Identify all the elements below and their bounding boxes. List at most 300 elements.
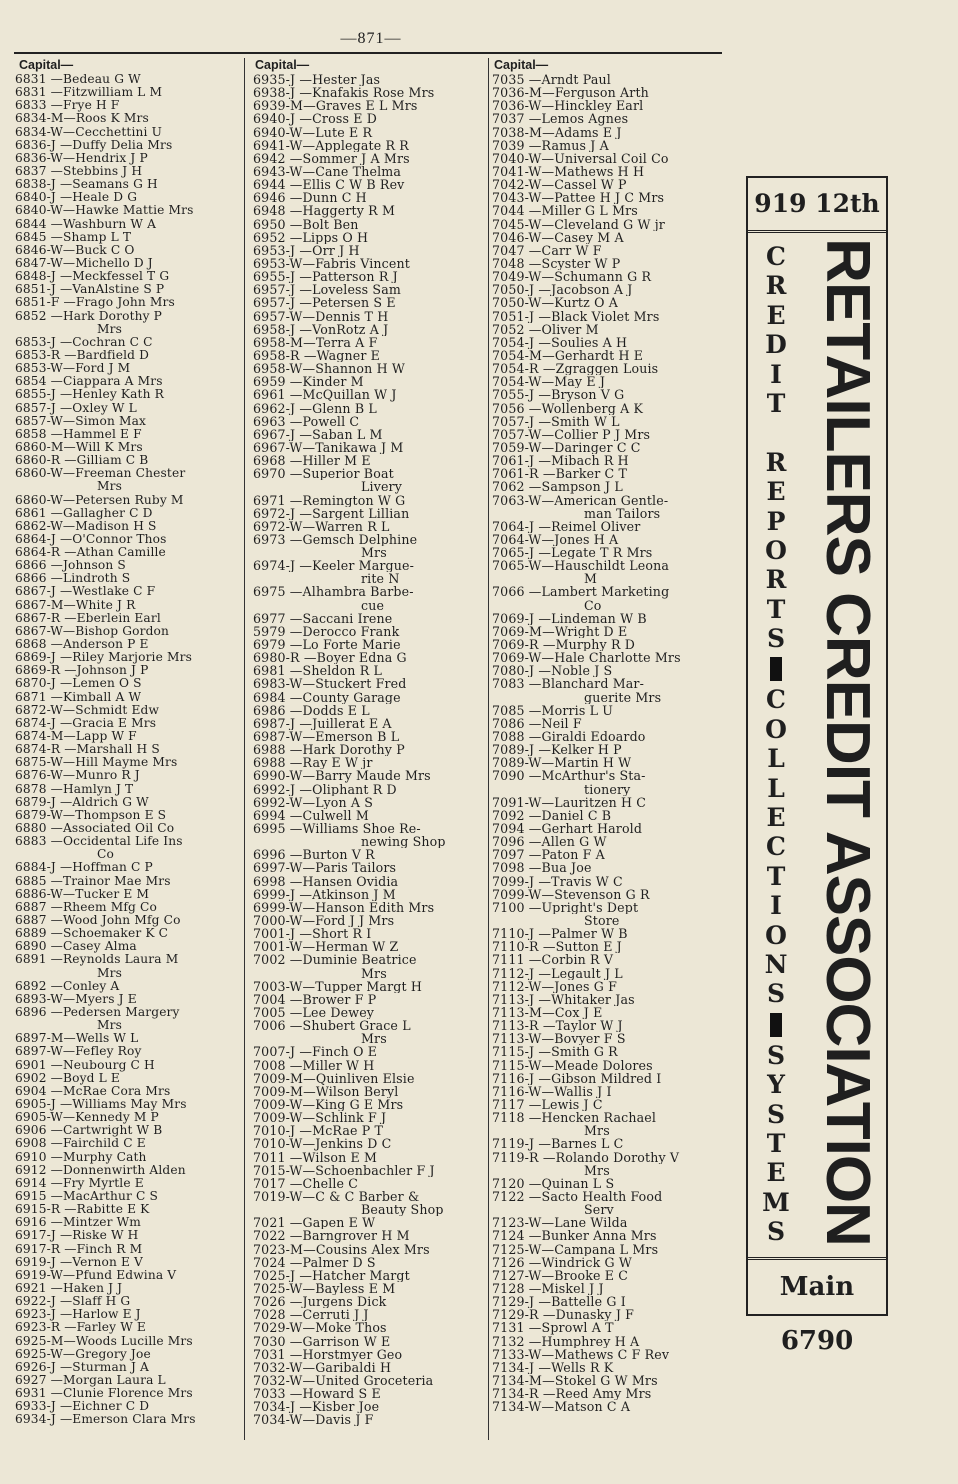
listing-entry: 6958-J —VonRotz A J (253, 322, 389, 336)
listing-entry: 7009-W—Schlink F J (253, 1111, 387, 1125)
listing-entry: 6963 —Powell C (253, 414, 360, 428)
entry-list (253, 73, 490, 1426)
listing-entry: 6897-M—Wells W L (15, 1032, 139, 1046)
listing-entry: 7025-J —Hatcher Margt (253, 1268, 410, 1282)
listing-entry: 7051-J —Black Violet Mrs (492, 309, 660, 323)
listing-entry: 6884-J —Hoffman C P (15, 861, 153, 875)
listing-entry: 7039 —Ramus J A (492, 138, 609, 152)
listing-entry: 7085 —Morris L U (492, 703, 614, 717)
ad-tagline-letter: R (765, 565, 787, 595)
listing-entry: 6874-R —Marshall H S (15, 743, 160, 757)
listing-entry: 6934-J —Emerson Clara Mrs (15, 1413, 196, 1427)
listing-entry: 6997-W—Paris Tailors (253, 861, 397, 875)
listing-entry: 7134-W—Matson C A (492, 1400, 631, 1414)
listing-entry: 6970 —Superior Boat (253, 467, 394, 481)
ad-tagline-letter (760, 418, 792, 447)
listing-entry: 7005 —Lee Dewey (253, 1005, 375, 1020)
listing-entry: 7083 —Blanchard Mar- (492, 677, 644, 691)
entry-list (15, 73, 237, 1426)
listing-entry: 6962-J —Glenn B L (253, 401, 377, 415)
listing-entry: 6968 —Hiller M E (253, 454, 371, 468)
listing-entry: 6940-W—Lute E R (253, 125, 373, 139)
listing-entry: 6901 —Neubourg C H (15, 1058, 155, 1072)
listing-entry: 7050-W—Kurtz O A (492, 296, 618, 310)
listing-entry: 7066 —Lambert Marketing (492, 585, 670, 599)
listing-entry: 7092 —Daniel C B (492, 808, 612, 823)
listing-entry: 6876-W—Munro R J (15, 769, 140, 783)
listing-entry: 6967-W—Tanikawa J M (253, 440, 404, 455)
listing-entry: 6851-F —Frago John Mrs (15, 296, 175, 310)
listing-entry: 6955-J —Patterson R J (253, 270, 398, 284)
listing-entry: 6904 —McRae Cora Mrs (15, 1084, 171, 1098)
listing-entry: 7127-W—Brooke E C (492, 1268, 629, 1282)
directory-column-1 (15, 58, 237, 1426)
listing-entry: 7134-M—Stokel G W Mrs (492, 1373, 658, 1388)
listing-entry: 7126 —Windrick G W (492, 1255, 633, 1269)
listing-entry: 6855-J —Henley Kath R (15, 388, 164, 402)
listing-entry: 6890 —Casey Alma (15, 940, 137, 954)
listing-entry: 7004 —Brower F P (253, 992, 377, 1006)
listing-entry: 7117 —Lewis J C (492, 1097, 603, 1112)
listing-entry: 6958-M—Terra A F (253, 335, 378, 349)
listing-entry: 7042-W—Cassel W P (492, 178, 627, 192)
listing-entry: 7038-M—Adams E J (492, 125, 622, 139)
listing-entry: 6857-W—Simon Max (15, 414, 147, 428)
listing-entry: 6836-W—Hendrix J P (15, 151, 148, 165)
listing-entry: 7011 —Wilson E M (253, 1150, 378, 1164)
listing-entry: 6994 —Culwell M (253, 808, 369, 823)
column-heading: Capital— (19, 58, 74, 72)
listing-entry: 6834-W—Cecchettini U (15, 125, 163, 139)
listing-entry: 7023-M—Cousins Alex Mrs (253, 1242, 430, 1256)
listing-continuation: Mrs (361, 966, 387, 980)
ad-tagline-letter: S (766, 1040, 786, 1070)
listing-entry: 6869-J —Riley Marjorie Mrs (15, 651, 192, 665)
listing-entry: 7017 —Chelle C (253, 1176, 359, 1190)
listing-continuation: Mrs (97, 480, 123, 494)
ad-tagline-letter: E (766, 477, 786, 507)
listing-entry: 6999-J —Atkinson J M (253, 887, 396, 901)
listing-entry: 6995 —Williams Shoe Re- (253, 822, 421, 836)
listing-entry: 7113-M—Cox J E (492, 1005, 603, 1020)
listing-entry: 7113-W—Bovyer F S (492, 1032, 626, 1046)
listing-entry: 7035 —Arndt Paul (492, 73, 611, 87)
listing-entry: 6988 —Ray E W jr (253, 756, 373, 770)
listing-entry: 6972-J —Sargent Lillian (253, 506, 410, 520)
ad-tagline-letter: T (766, 1128, 786, 1158)
listing-entry: 7054-M—Gerhardt H E (492, 348, 644, 363)
ad-tagline-letter: T (766, 861, 786, 891)
listing-entry: 6834-M—Roos K Mrs (15, 112, 149, 126)
listing-entry: 7054-W—May E J (492, 375, 606, 389)
listing-entry: 7134-J —Wells R K (492, 1360, 614, 1374)
listing-entry: 7001-J —Short R I (253, 927, 372, 941)
listing-continuation: Co (97, 848, 114, 862)
listing-entry: 7096 —Allen G W (492, 835, 607, 849)
listing-entry: 6879-J —Aldrich G W (15, 795, 149, 809)
listing-entry: 6983-W—Stuckert Fred (253, 677, 407, 691)
listing-entry: 7088 —Giraldi Edoardo (492, 730, 646, 744)
listing-entry: 7037 —Lemos Agnes (492, 112, 629, 126)
listing-entry: 7057-W—Collier P J Mrs (492, 427, 651, 441)
listing-entry: 6925-M—Woods Lucille Mrs (15, 1334, 193, 1348)
listing-entry: 6874-M—Lapp W F (15, 730, 137, 744)
listing-entry: 6861 —Gallagher C D (15, 506, 153, 520)
listing-continuation: Mrs (97, 966, 123, 980)
ad-company-name-frame (812, 238, 882, 1246)
listing-entry: 6927 —Morgan Laura L (15, 1373, 166, 1387)
listing-entry: 7045-W—Cleveland G W jr (492, 217, 665, 231)
ad-tagline-letter: R (765, 447, 787, 477)
listing-entry: 7113-R —Taylor W J (492, 1019, 623, 1033)
listing-entry: 6831 —Fitzwilliam L M (15, 86, 163, 100)
ad-phone: Main 6790 (748, 1257, 886, 1314)
listing-entry: 7032-W—United Groceteria (253, 1373, 434, 1388)
listing-entry: 6953-W—Fabris Vincent (253, 256, 410, 271)
directory-column-3 (492, 58, 732, 1413)
listing-entry: 6860-W—Petersen Ruby M (15, 493, 184, 507)
listing-entry: 6957-J —Petersen S E (253, 296, 396, 310)
listing-entry: 7008 —Miller W H (253, 1058, 375, 1072)
listing-entry: 7055-J —Bryson V G (492, 388, 625, 402)
listing-entry: 7015-W—Schoenbachler F J (253, 1163, 435, 1177)
listing-entry: 6916 —Mintzer Wm (15, 1216, 142, 1230)
listing-continuation: guerite Mrs (584, 690, 662, 704)
listing-continuation: Mrs (584, 1163, 610, 1177)
listing-entry: 7002 —Duminie Beatrice (253, 953, 417, 967)
ad-tagline-letter: P (766, 506, 786, 536)
listing-entry: 7019-W—C & C Barber & (253, 1189, 420, 1204)
listing-continuation: Co (584, 598, 602, 612)
listing-continuation: Mrs (584, 1124, 610, 1138)
listing-entry: 6840-W—Hawke Mattie Mrs (15, 204, 194, 218)
listing-entry: 7091-W—Lauritzen H C (492, 795, 647, 809)
listing-entry: 6883 —Occidental Life Ins (15, 835, 183, 849)
listing-entry: 7044 —Miller G L Mrs (492, 204, 638, 218)
listing-entry: 6860-M—Will K Mrs (15, 440, 143, 454)
ad-tagline-letter: L (767, 744, 785, 774)
listing-entry: 6925-W—Gregory Joe (15, 1347, 151, 1361)
listing-entry: 7036-M—Ferguson Arth (492, 86, 649, 100)
listing-entry: 7009-W—King G E Mrs (253, 1097, 404, 1112)
listing-entry: 6853-J —Cochran C C (15, 335, 153, 349)
ad-tagline-letter: T (766, 594, 786, 624)
listing-entry: 6992-J —Oliphant R D (253, 782, 397, 796)
listing-entry: 6860-R —Gilliam C B (15, 454, 149, 468)
listing-entry: 7009-M—Wilson Beryl (253, 1084, 399, 1098)
ad-tagline-letter: E (766, 300, 786, 330)
listing-entry: 7129-J —Battelle G I (492, 1295, 626, 1309)
listing-entry: 6914 —Fry Myrtle E (15, 1176, 144, 1190)
listing-entry: 7047 —Carr W F (492, 243, 602, 257)
listing-entry: 7069-R —Murphy R D (492, 638, 635, 652)
listing-entry: 7061-R —Barker C T (492, 467, 628, 481)
listing-entry: 6952 —Lipps O H (253, 230, 369, 244)
listing-entry: 6851-J —VanAlstine S P (15, 283, 165, 297)
listing-entry: 7113-J —Whitaker Jas (492, 992, 635, 1006)
listing-entry: 6906 —Cartwright W B (15, 1124, 163, 1138)
listing-entry: 6852 —Hark Dorothy P (15, 309, 163, 323)
listing-entry: 7030 —Garrison W E (253, 1334, 391, 1348)
listing-entry: 7110-J —Palmer W B (492, 927, 628, 941)
listing-entry: 6987-W—Emerson B L (253, 730, 400, 744)
listing-entry: 6943-W—Cane Thelma (253, 164, 402, 179)
listing-entry: 7054-R —Zgraggen Louis (492, 362, 659, 376)
listing-entry: 6953-J —Orr J H (253, 243, 360, 257)
listing-entry: 6862-W—Madison H S (15, 519, 157, 533)
ad-tagline-letter: C (766, 832, 786, 862)
listing-entry: 6866 —Lindroth S (15, 572, 131, 586)
ad-tagline-letter: S (766, 979, 786, 1009)
ad-tagline-letter: Y (767, 1070, 785, 1100)
listing-entry: 6950 —Bolt Ben (253, 217, 359, 231)
listing-entry: 6944 —Ellis C W B Rev (253, 178, 405, 192)
listing-entry: 6919-J —Vernon E V (15, 1255, 143, 1269)
listing-entry: 6980-R —Boyer Edna G (253, 651, 407, 665)
listing-entry: 7069-W—Hale Charlotte Mrs (492, 651, 681, 665)
listing-entry: 7132 —Humphrey H A (492, 1334, 640, 1348)
listing-entry: 6867-W—Bishop Gordon (15, 624, 170, 638)
listing-entry: 7116-J —Gibson Mildred I (492, 1071, 662, 1085)
listing-entry: 6986 —Dodds E L (253, 703, 370, 717)
listing-entry: 7010-W—Jenkins D C (253, 1137, 392, 1151)
listing-entry: 6987-J —Juillerat E A (253, 716, 392, 731)
listing-entry: 7069-M—Wright D E (492, 624, 628, 639)
listing-entry: 6917-R —Finch R M (15, 1242, 143, 1256)
listing-entry: 7111 —Corbin R V (492, 953, 614, 967)
column-heading: Capital— (494, 58, 549, 72)
listing-entry: 7031 —Horstmyer Geo (253, 1347, 403, 1361)
listing-entry: 7041-W—Mathews H H (492, 164, 645, 179)
listing-continuation: cue (361, 598, 385, 612)
listing-entry: 6961 —McQuillan W J (253, 388, 397, 402)
listing-entry: 6984 —County Garage (253, 690, 401, 704)
listing-entry: 6887 —Wood John Mfg Co (15, 914, 181, 927)
listing-entry: 6838-J —Seamans G H (15, 178, 158, 192)
listing-entry: 7036-W—Hinckley Earl (492, 99, 644, 113)
ad-tagline-letter: M (762, 1187, 790, 1217)
ad-tagline-letter: E (766, 1158, 786, 1188)
top-rule (14, 52, 722, 54)
listing-entry: 6847-W—Michello D J (15, 256, 153, 270)
listing-entry: 7119-J —Barnes L C (492, 1137, 624, 1151)
listing-entry: 6977 —Saccani Irene (253, 611, 393, 625)
column-heading: Capital— (255, 58, 310, 72)
listing-entry: 6854 —Ciappara A Mrs (15, 375, 163, 389)
listing-entry: 7024 —Palmer D S (253, 1255, 376, 1269)
listing-entry: 7094 —Gerhart Harold (492, 822, 643, 836)
listing-entry: 7046-W—Casey M A (492, 230, 624, 244)
listing-entry: 7063-W—American Gentle- (492, 493, 669, 507)
listing-entry: 6996 —Burton V R (253, 848, 375, 862)
listing-entry: 7090 —McArthur's Sta- (492, 769, 646, 783)
listing-entry: 7119-R —Rolando Dorothy V (492, 1150, 680, 1164)
listing-entry: 7034-J —Kisber Joe (253, 1400, 380, 1414)
ad-tagline-letter: R (765, 271, 787, 301)
entry-list (492, 73, 732, 1413)
page-number: —871— (340, 30, 402, 47)
listing-entry: 7089-J —Kelker H P (492, 743, 622, 757)
listing-entry: 6999-W—Hanson Edith Mrs (253, 900, 435, 914)
listing-entry: 6988 —Hark Dorothy P (253, 743, 405, 757)
listing-entry: 7098 —Bua Joe (492, 861, 592, 875)
listing-entry: 6917-J —Riske W H (15, 1229, 139, 1243)
listing-entry: 6831 —Bedeau G W (15, 73, 141, 86)
listing-entry: 6959 —Kinder M (253, 375, 364, 389)
listing-entry: 6942 —Sommer J A Mrs (253, 151, 410, 165)
listing-entry: 6935-J —Hester Jas (253, 73, 381, 87)
listing-entry: 7032-W—Garibaldi H (253, 1360, 392, 1374)
listing-entry: 7003-W—Tupper Margt H (253, 979, 422, 993)
listing-entry: 7064-J —Reimel Oliver (492, 519, 641, 533)
listing-entry: 7050-J —Jacobson A J (492, 283, 633, 297)
listing-entry: 6923-R —Farley W E (15, 1321, 146, 1335)
ad-tagline-letter: D (765, 330, 787, 360)
listing-entry: 6931 —Clunie Florence Mrs (15, 1387, 193, 1401)
listing-entry: 6939-M—Graves E L Mrs (253, 99, 418, 113)
directory-column-2 (253, 58, 490, 1426)
listing-entry: 6887 —Rheem Mfg Co (15, 900, 157, 914)
listing-entry: 6967-J —Saban L M (253, 427, 383, 441)
listing-entry: 6905-J —Williams May Mrs (15, 1097, 187, 1111)
listing-entry: 7112-W—Jones G F (492, 979, 618, 993)
ad-tagline-letter: S (766, 1099, 786, 1129)
listing-entry: 6919-W—Pfund Edwina V (15, 1268, 177, 1282)
listing-entry: 7028 —Cerruti J J (253, 1308, 369, 1322)
listing-entry: 6846-W—Buck C O (15, 243, 135, 257)
listing-entry: 6837 —Stebbins J H (15, 164, 143, 178)
ad-tagline-letter: O (765, 714, 787, 744)
listing-entry: 7001-W—Herman W Z (253, 940, 399, 954)
listing-entry: 7000-W—Ford J J Mrs (253, 914, 395, 928)
listing-entry: 6921 —Haken J J (15, 1281, 123, 1295)
ad-address: 919 12th (748, 178, 886, 233)
listing-entry: 6946 —Dunn C H (253, 191, 367, 205)
listing-entry: 6979 —Lo Forte Marie (253, 638, 401, 652)
listing-entry: 7052 —Oliver M (492, 322, 599, 336)
listing-entry: 7057-J —Smith W L (492, 414, 620, 428)
ad-tagline-letter: C (766, 685, 786, 715)
listing-entry: 6897-W—Fefley Roy (15, 1045, 142, 1059)
listing-entry: 7034-W—Davis J F (253, 1413, 374, 1427)
listing-entry: 6848-J —Meckfessel T G (15, 270, 170, 284)
listing-entry: 6878 —Hamlyn J T (15, 782, 134, 796)
listing-entry: 6853-R —Bardfield D (15, 348, 150, 362)
listing-entry: 6975 —Alhambra Barbe- (253, 585, 414, 599)
ad-company-name: RETAILERS CREDIT ASSOCIATION (813, 238, 882, 1246)
ad-tagline-letter: S (766, 624, 786, 654)
listing-entry: 6910 —Murphy Cath (15, 1150, 147, 1164)
ad-tagline-letter: N (764, 949, 788, 979)
ad-tagline (760, 242, 792, 1247)
listing-entry: 6957-J —Loveless Sam (253, 283, 401, 297)
listing-entry: 6972-W—Warren R L (253, 519, 390, 533)
listing-entry: 7099-J —Travis W C (492, 874, 623, 888)
listing-entry: 6864-J —O'Connor Thos (15, 532, 167, 546)
listing-continuation: man Tailors (584, 506, 661, 520)
listing-continuation: rite N (361, 572, 400, 586)
listing-entry: 6864-R —Athan Camille (15, 546, 166, 560)
listing-entry: 7069-J —Lindeman W B (492, 611, 647, 625)
listing-entry: 6871 —Kimball A W (15, 690, 142, 704)
listing-entry: 6923-J —Harlow E J (15, 1308, 141, 1322)
listing-entry: 6886-W—Tucker E M (15, 887, 150, 901)
listing-entry: 7118 —Hencken Rachael (492, 1111, 657, 1125)
listing-entry: 7021 —Gapen E W (253, 1216, 376, 1230)
listing-entry: 6866 —Johnson S (15, 559, 126, 573)
listing-entry: 6845 —Shamp L T (15, 230, 132, 244)
listing-entry: 7100 —Upright's Dept (492, 900, 639, 914)
listing-entry: 6981 —Sheldon R L (253, 664, 383, 678)
listing-continuation: tionery (584, 782, 631, 796)
listing-entry: 7061-J —Mibach R H (492, 454, 629, 468)
listing-entry: 6908 —Fairchild C E (15, 1137, 146, 1151)
listing-entry: 7134-R —Reed Amy Mrs (492, 1387, 652, 1401)
ad-tagline-letter: L (767, 773, 785, 803)
listing-entry: 6889 —Schoemaker K C (15, 927, 169, 941)
listing-entry: 6941-W—Applegate R R (253, 138, 409, 152)
listing-entry: 6958-R —Wagner E (253, 348, 380, 363)
listing-entry: 7129-R —Dunasky J F (492, 1308, 635, 1322)
listing-entry: 6891 —Reynolds Laura M (15, 953, 179, 967)
listing-entry: 7115-J —Smith G R (492, 1045, 618, 1059)
listing-entry: 6868 —Anderson P E (15, 638, 149, 652)
listing-entry: 6973 —Gemsch Delphine (253, 532, 418, 547)
listing-entry: 7065-J —Legate T R Mrs (492, 546, 653, 560)
listing-entry: 6998 —Hansen Ovidia (253, 874, 399, 888)
listing-entry: 7133-W—Mathews C F Rev (492, 1347, 670, 1361)
listing-entry: 7064-W—Jones H A (492, 532, 619, 547)
listing-entry: 6885 —Trainor Mae Mrs (15, 874, 171, 888)
listing-entry: 6948 —Haggerty R M (253, 204, 395, 218)
listing-entry: 7026 —Jurgens Dick (253, 1295, 387, 1309)
ad-tagline-letter: C (766, 242, 786, 271)
ad-tagline-letter: O (765, 535, 787, 565)
listing-entry: 6922-J —Slaff H G (15, 1295, 131, 1309)
listing-continuation: Mrs (97, 1019, 123, 1033)
listing-entry: 7062 —Sampson J L (492, 480, 623, 494)
listing-entry: 7110-R —Sutton E J (492, 940, 622, 954)
listing-entry: 6867-R —Eberlein Earl (15, 611, 161, 625)
listing-entry: 6958-W—Shannon H W (253, 362, 405, 376)
listing-entry: 7009-M—Quinliven Elsie (253, 1071, 415, 1085)
listing-entry: 6940-J —Cross E D (253, 112, 377, 126)
listing-entry: 7086 —Neil F (492, 716, 582, 731)
listing-entry: 7115-W—Meade Dolores (492, 1058, 653, 1072)
ad-separator-block (770, 1013, 782, 1037)
listing-entry: 6957-W—Dennis T H (253, 309, 389, 323)
listing-entry: 5979 —Derocco Frank (253, 624, 400, 639)
listing-entry: 6992-W—Lyon A S (253, 795, 374, 809)
listing-entry: 6938-J —Knafakis Rose Mrs (253, 86, 435, 100)
listing-entry: 7112-J —Legault J L (492, 966, 623, 980)
listing-entry: 7080-J —Noble J S (492, 664, 613, 678)
listing-continuation: Mrs (361, 546, 387, 560)
listing-entry: 7125-W—Campana L Mrs (492, 1242, 659, 1256)
ad-tagline-letter: I (770, 891, 782, 921)
listing-entry: 7065-W—Hauschildt Leona (492, 559, 670, 573)
listing-entry: 6974-J —Keeler Margue- (253, 559, 415, 573)
listing-entry: 6896 —Pedersen Margery (15, 1005, 180, 1019)
listing-entry: 7056 —Wollenberg A K (492, 401, 644, 415)
listing-entry: 7120 —Quinan L S (492, 1176, 615, 1190)
listing-entry: 6858 —Hammel E F (15, 427, 142, 441)
listing-entry: 7033 —Howard S E (253, 1387, 381, 1401)
listing-entry: 7010-J —McRae P T (253, 1124, 384, 1138)
listing-entry: 7128 —Miskel J J (492, 1281, 604, 1296)
listing-entry: 7124 —Bunker Anna Mrs (492, 1229, 657, 1243)
listing-entry: 7043-W—Pattee H J C Mrs (492, 191, 665, 205)
